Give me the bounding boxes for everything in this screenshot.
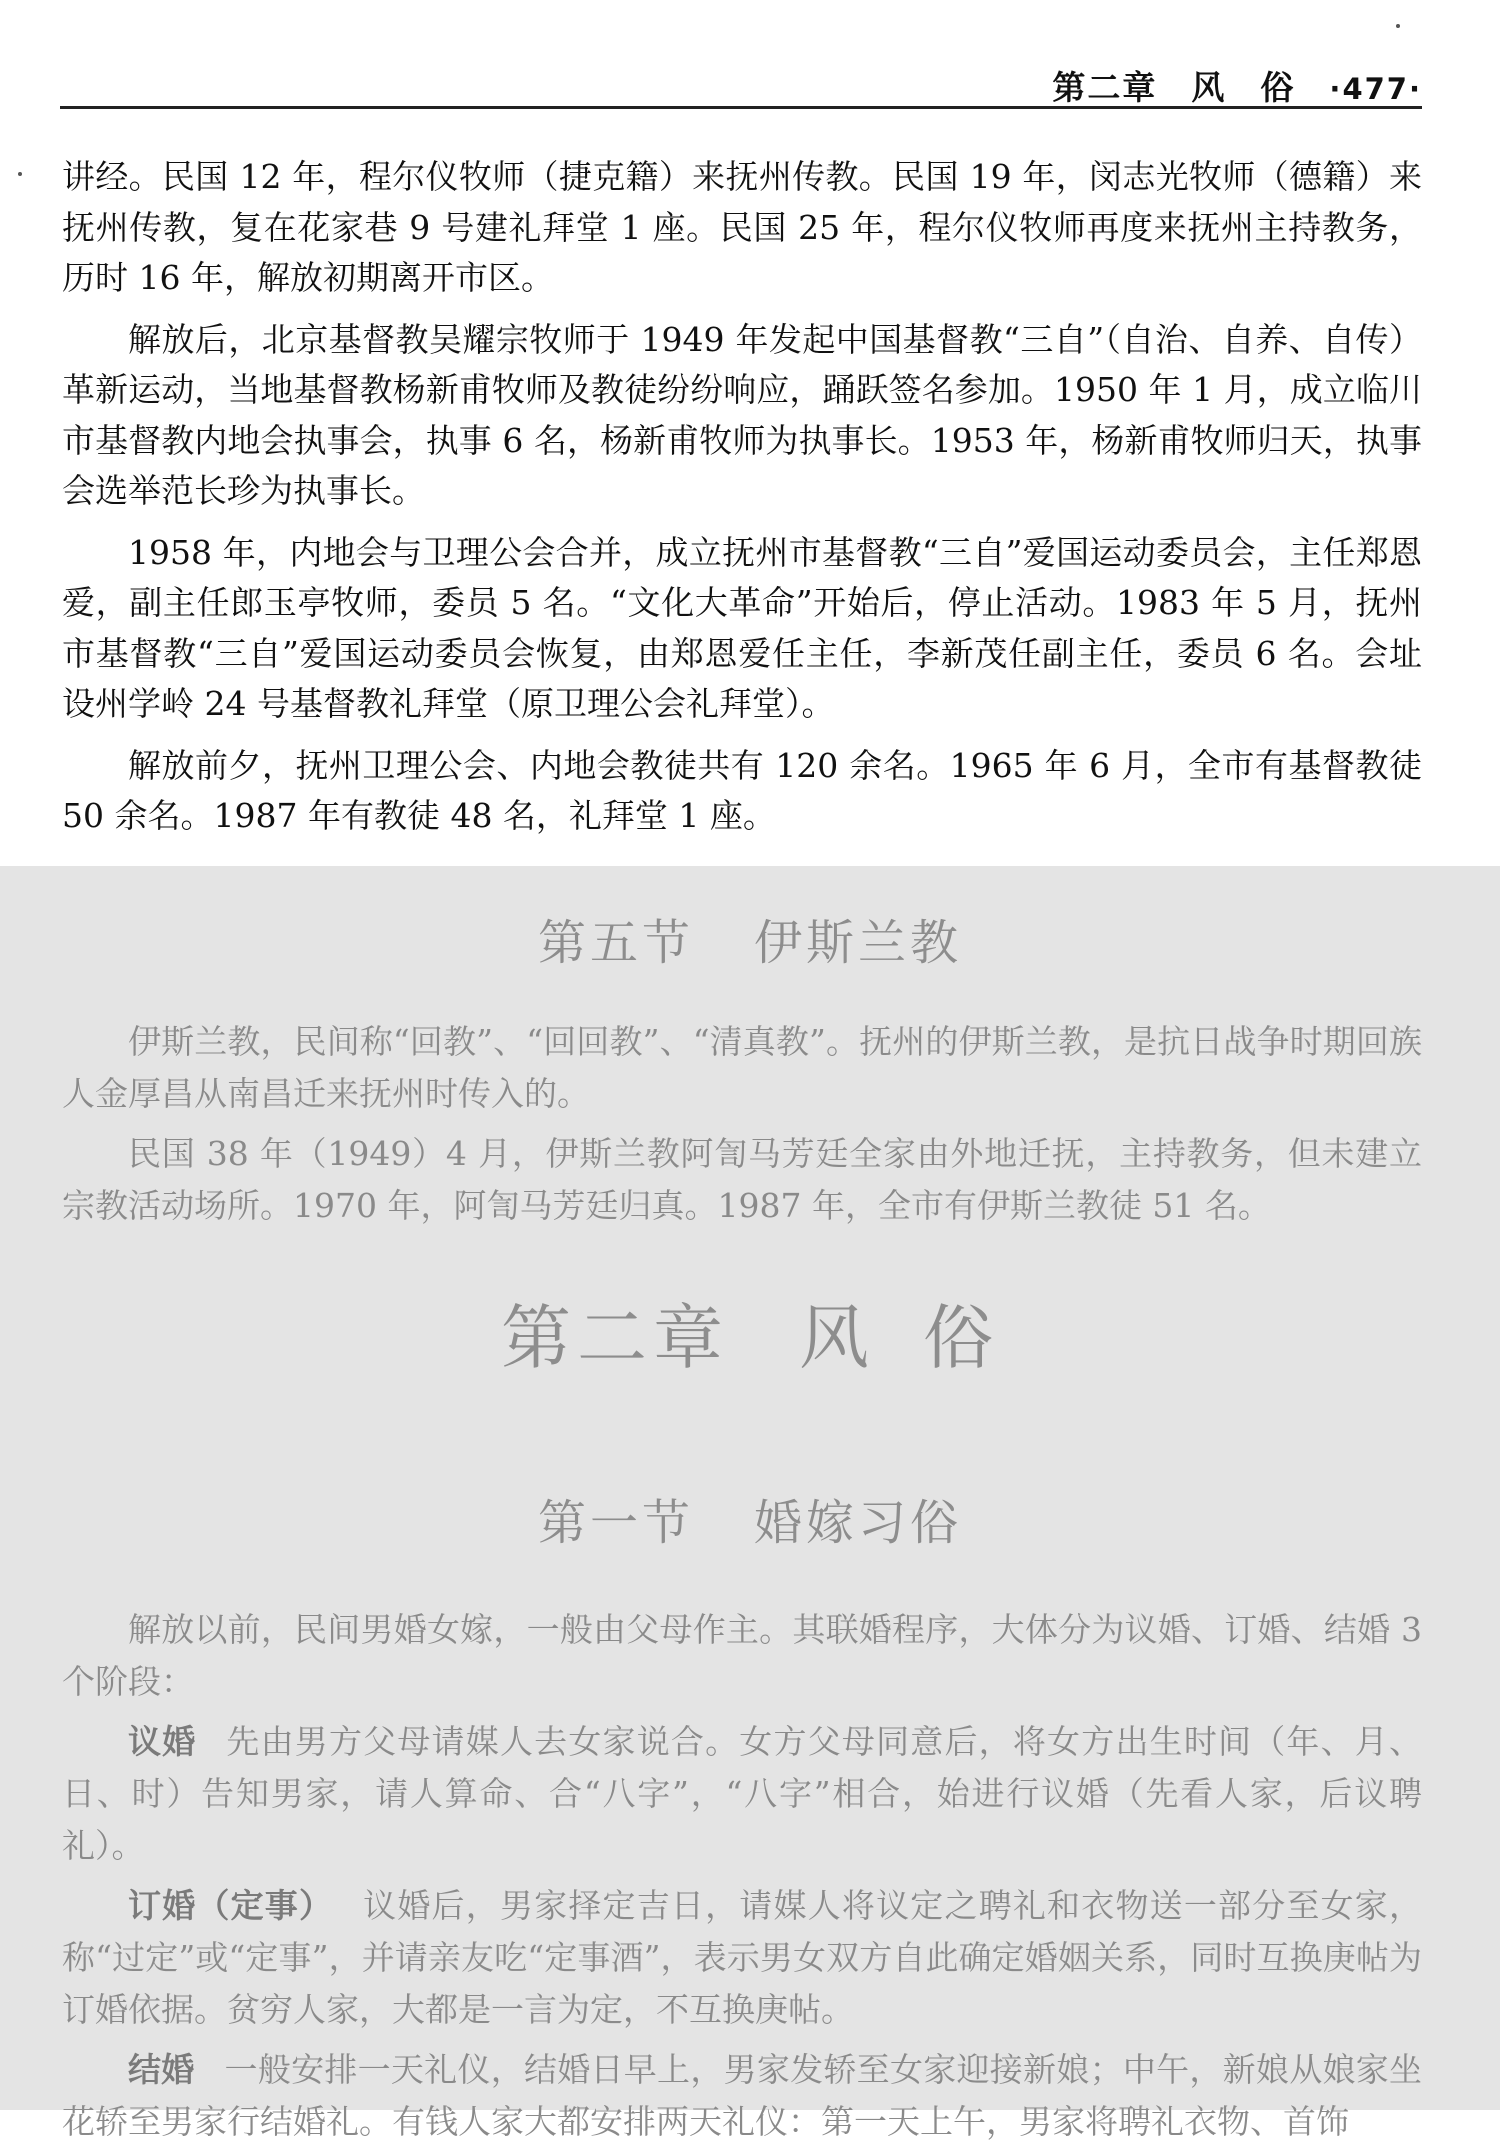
scan-speck bbox=[18, 172, 22, 176]
header-title-b: 俗 bbox=[1260, 68, 1296, 107]
item-text: 议婚后，男家择定吉日，请媒人将议定之聘礼和衣物送一部分至女家，称“过定”或“定事”，并请亲友吃“定事酒”，表示男女双方自此确定婚姻关系，同时互换庚帖为订婚依据。贫穷人家，大都是一言为定，不互换庚帖。 bbox=[62, 1886, 1423, 2029]
chapter-heading bbox=[0, 1282, 1500, 1383]
item-text: 先由男方父母请媒人去女家说合。女方父母同意后，将女方出生时间（年、月、日、时）告知男家，请人算命、合“八字”，“八字”相合，始进行议婚（先看人家，后议聘礼）。 bbox=[62, 1722, 1423, 1865]
paragraph: 1958 年，内地会与卫理公会合并，成立抚州市基督教“三自”爱国运动委员会，主任郑恩爱，副主任郎玉亭牧师，委员 5 名。“文化大革命”开始后，停止活动。1983 年 5 月，抚州市基督教“三自”爱国运动委员会恢复，由郑恩爱任主任，李新茂任副主任，委员 6 名。会址设州学岭 24 号基督教礼拜堂（原卫理公会礼拜堂）。 bbox=[62, 532, 1422, 723]
section-title: 婚嫁习俗 bbox=[754, 1495, 963, 1551]
chapter-title-b: 俗 bbox=[923, 1297, 999, 1379]
section-heading-islam bbox=[0, 904, 1500, 973]
section-label: 第一节 bbox=[537, 1495, 694, 1551]
paragraph-item bbox=[62, 2044, 1422, 2148]
marriage-text bbox=[62, 1604, 1422, 2156]
item-text: 一般安排一天礼仪，结婚日早上，男家发轿至女家迎接新娘；中午，新娘从娘家坐花轿至男家行结婚礼。有钱人家大都安排两天礼仪：第一天上午，男家将聘礼衣物、首饰 bbox=[62, 2050, 1423, 2141]
paragraph: 解放后，北京基督教吴耀宗牧师于 1949 年发起中国基督教“三自”（自治、自养、自传）革新运动，当地基督教杨新甫牧师及教徒纷纷响应，踊跃签名参加。1950 年 1 月，成立临川市基督教内地会执事会，执事 6 名，杨新甫牧师为执事长。1953 年，杨新甫牧师归天，执事会选举范长珍为执事长。 bbox=[62, 319, 1422, 510]
section-title: 伊斯兰教 bbox=[754, 915, 963, 971]
faded-lower-section bbox=[0, 866, 1500, 2141]
section-label: 第五节 bbox=[537, 915, 694, 971]
chapter-label: 第二章 bbox=[501, 1297, 729, 1379]
body-text-top bbox=[62, 152, 1422, 853]
paragraph-item bbox=[62, 1880, 1422, 2036]
islam-text bbox=[62, 1016, 1422, 1240]
header-chapter: 第二章 bbox=[1052, 68, 1158, 107]
paragraph: 解放以前，民间男婚女嫁，一般由父母作主。其联婚程序，大体分为议婚、订婚、结婚 3 个阶段： bbox=[62, 1610, 1422, 1701]
header-title-a: 风 bbox=[1191, 68, 1227, 107]
paragraph: 伊斯兰教，民间称“回教”、“回回教”、“清真教”。抚州的伊斯兰教，是抗日战争时期回族人金厚昌从南昌迁来抚州时传入的。 bbox=[62, 1022, 1422, 1113]
item-term: 结婚 bbox=[128, 2050, 195, 2089]
scan-speck bbox=[1396, 24, 1400, 28]
item-term: 议婚 bbox=[128, 1722, 197, 1761]
paragraph: 民国 38 年（1949）4 月，伊斯兰教阿訇马芳廷全家由外地迁抚，主持教务，但未建立宗教活动场所。1970 年，阿訇马芳廷归真。1987 年，全市有伊斯兰教徒 51 名。 bbox=[62, 1134, 1422, 1225]
item-term: 订婚（定事） bbox=[128, 1886, 334, 1925]
running-header bbox=[60, 60, 1422, 109]
paragraph-item bbox=[62, 1716, 1422, 1872]
section-heading-marriage bbox=[0, 1484, 1500, 1553]
running-title bbox=[1052, 62, 1422, 109]
paragraph: 解放前夕，抚州卫理公会、内地会教徒共有 120 余名。1965 年 6 月，全市有基督教徒 50 余名。1987 年有教徒 48 名，礼拜堂 1 座。 bbox=[62, 745, 1422, 835]
chapter-title-a: 风 bbox=[799, 1297, 875, 1379]
page-number: ·477· bbox=[1329, 72, 1422, 106]
paragraph: 讲经。民国 12 年，程尔仪牧师（捷克籍）来抚州传教。民国 19 年，闵志光牧师（德籍）来抚州传教，复在花家巷 9 号建礼拜堂 1 座。民国 25 年，程尔仪牧师再度来抚州主持教务，历时 16 年，解放初期离开市区。 bbox=[62, 157, 1422, 297]
